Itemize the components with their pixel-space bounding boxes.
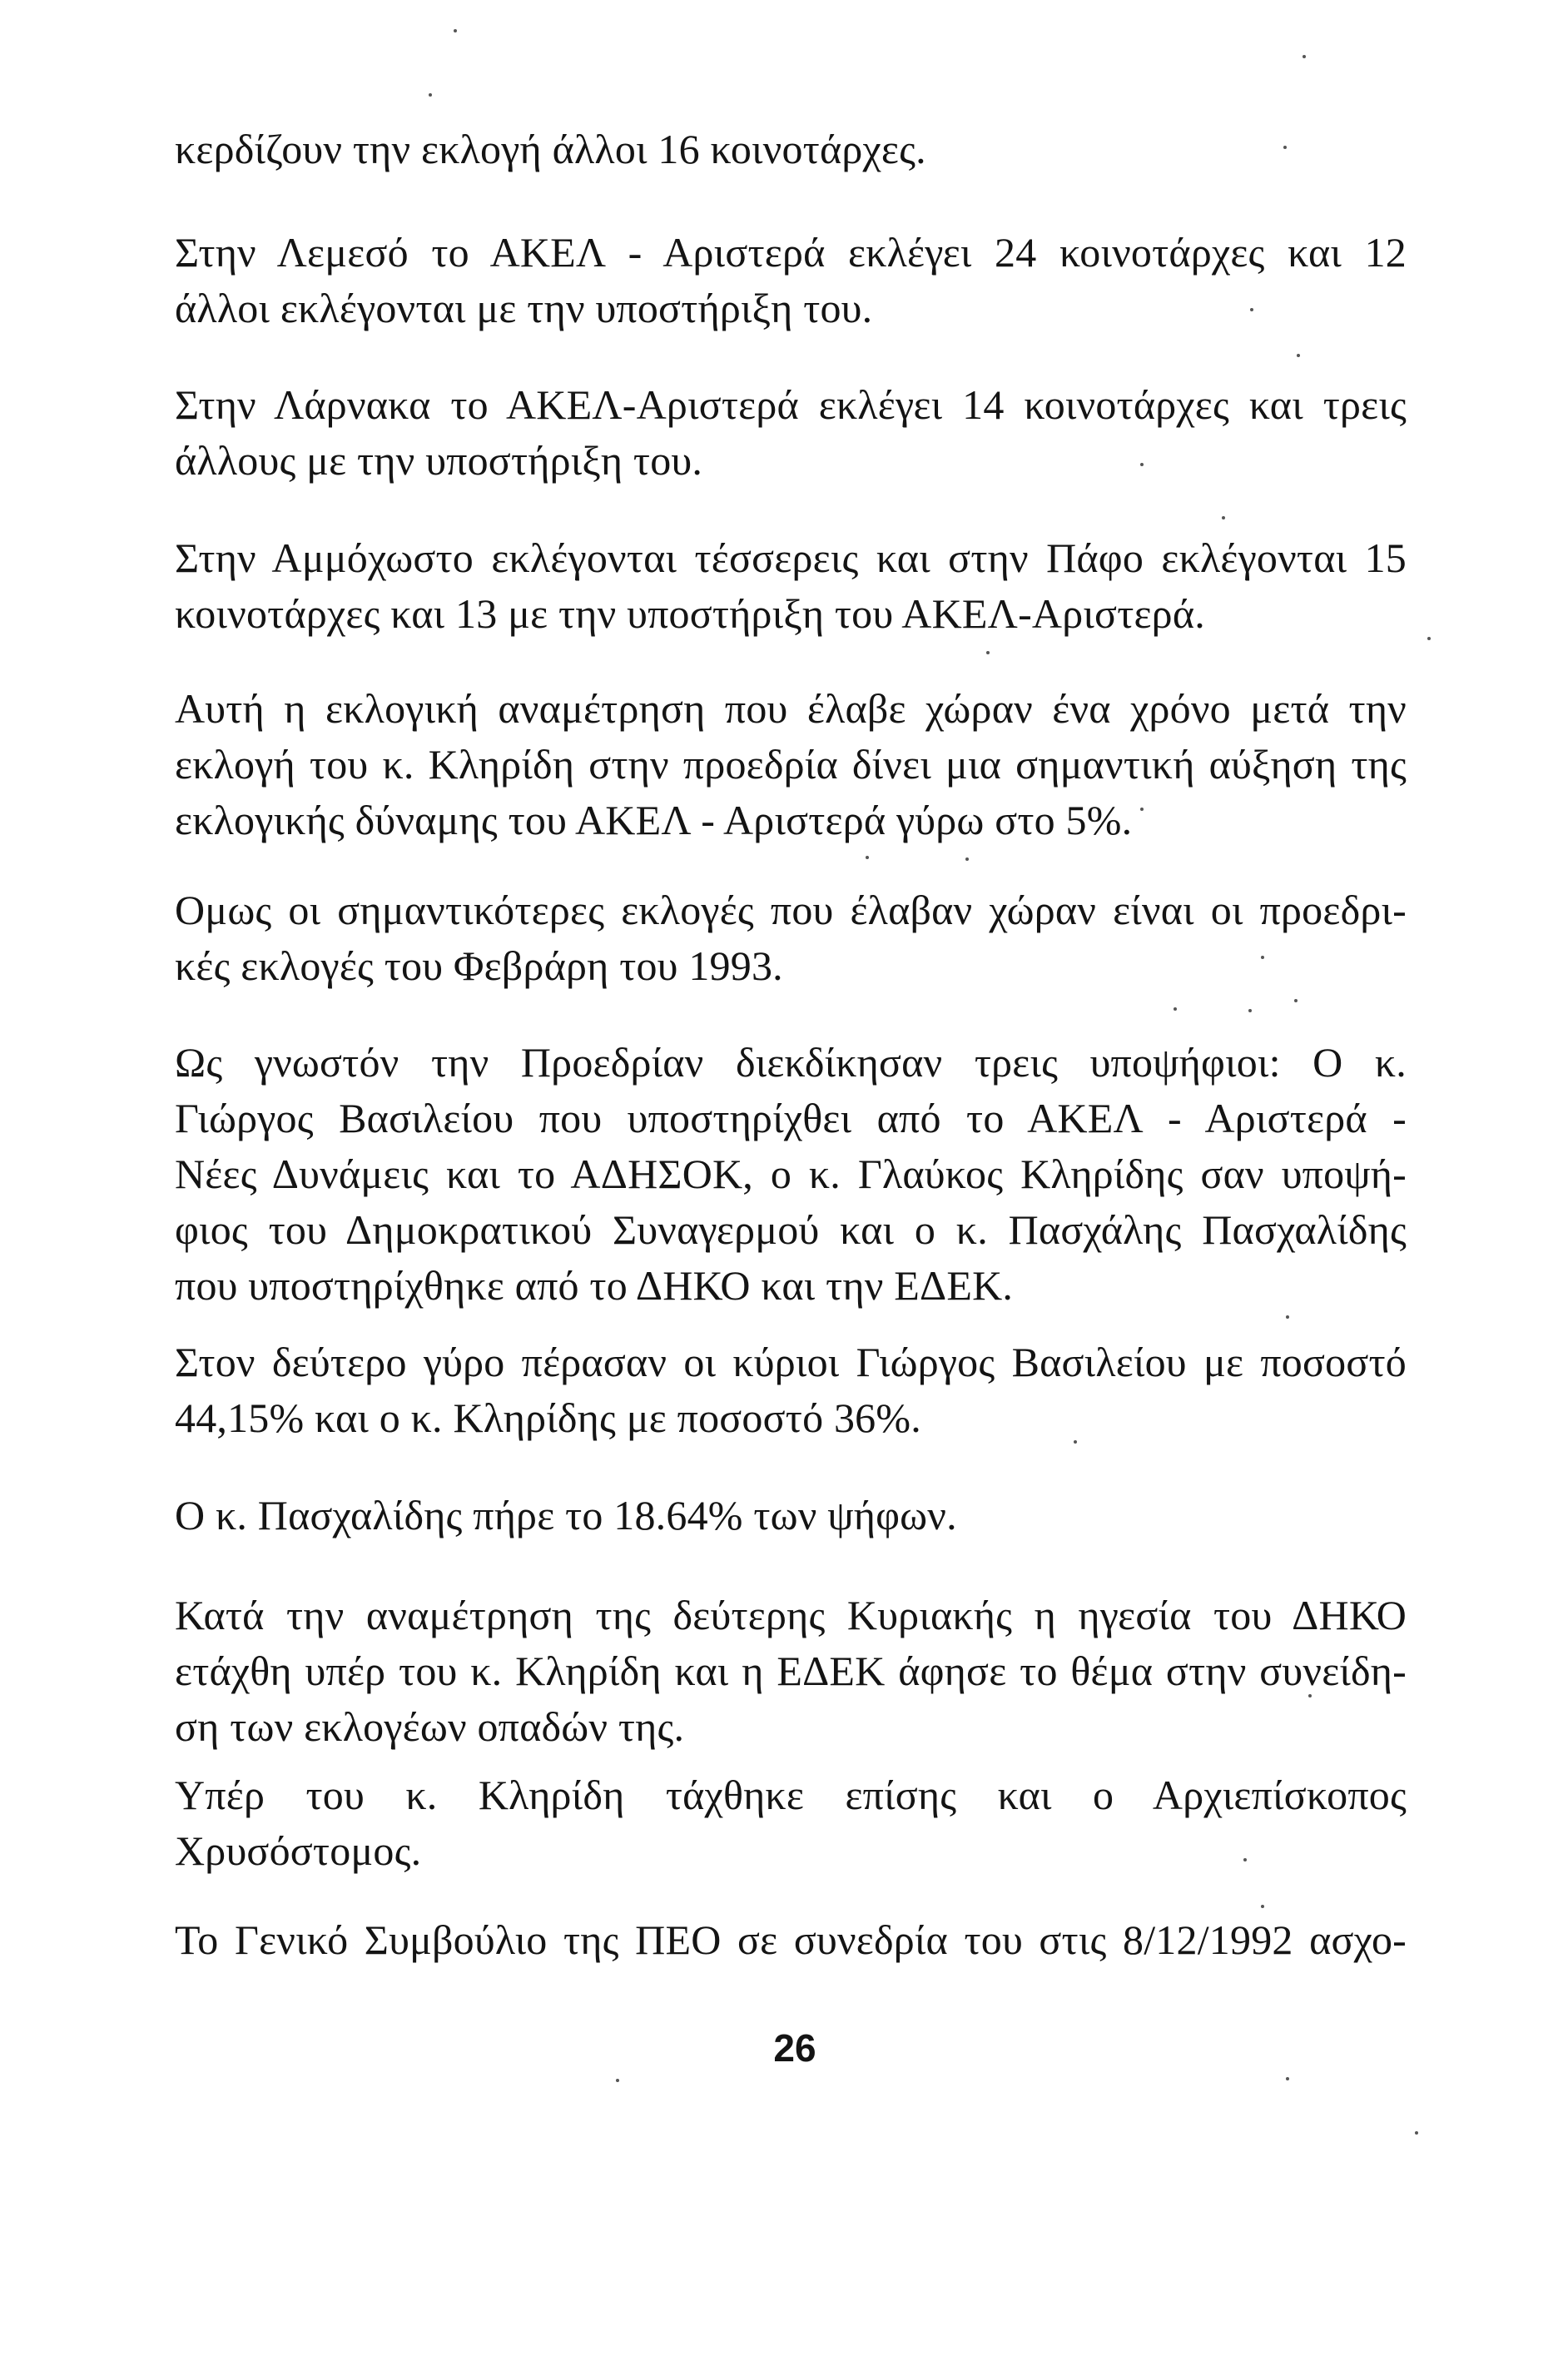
scan-speck xyxy=(429,93,432,97)
text-line: άλλους με την υποστήριξη του. xyxy=(175,437,703,484)
scan-speck xyxy=(1074,1440,1077,1444)
paragraph-2 xyxy=(175,225,1407,336)
text-line: Στην Αμμόχωστο εκλέγονται τέσσερεις και στην Πάφο εκλέγονται 15 xyxy=(175,534,1407,581)
text-line: Στην Λεμεσό το ΑΚΕΛ - Αριστερά εκλέγει 24 κοινοτάρχες και 12 xyxy=(175,229,1407,276)
text-line: Χρυσόστομος. xyxy=(175,1827,422,1874)
scan-speck xyxy=(1294,999,1298,1002)
text-line: άλλοι εκλέγονται με την υποστήριξη του. xyxy=(175,285,873,331)
text-line: ση των εκλογέων οπαδών της. xyxy=(175,1703,685,1750)
scan-speck xyxy=(1297,354,1300,357)
text-line: Νέες Δυνάμεις και το ΑΔΗΣΟΚ, ο κ. Γλαύκος Κληρίδης σαν υποψή- xyxy=(175,1151,1407,1197)
text-line: 44,15% και ο κ. Κληρίδης με ποσοστό 36%. xyxy=(175,1394,921,1441)
scan-speck xyxy=(1308,1694,1312,1697)
scan-speck xyxy=(1140,463,1144,466)
paragraph-5 xyxy=(175,681,1407,848)
text-line: κές εκλογές του Φεβράρη του 1993. xyxy=(175,942,783,989)
paragraph-7 xyxy=(175,1035,1407,1314)
scan-speck xyxy=(1427,637,1431,640)
scan-speck xyxy=(1174,1007,1177,1011)
scan-speck xyxy=(1303,55,1306,58)
text-line: εκλογικής δύναμης του ΑΚΕΛ - Αριστερά γύρω στο 5%. xyxy=(175,797,1133,843)
paragraph-12 xyxy=(175,1912,1407,1968)
scan-speck xyxy=(1261,1905,1264,1908)
scan-speck xyxy=(1243,1858,1247,1861)
paragraph-6 xyxy=(175,882,1407,994)
paragraph-3 xyxy=(175,377,1407,489)
scan-speck xyxy=(1415,2131,1418,2135)
scan-speck xyxy=(616,2079,619,2082)
text-line: Υπέρ του κ. Κληρίδη τάχθηκε επίσης και ο Αρχιεπίσκοπος xyxy=(175,1772,1407,1818)
text-line: Ως γνωστόν την Προεδρίαν διεκδίκησαν τρεις υποψήφιοι: Ο κ. xyxy=(175,1039,1407,1086)
scan-speck xyxy=(454,29,457,32)
text-line: Αυτή η εκλογική αναμέτρηση που έλαβε χώραν ένα χρόνο μετά την xyxy=(175,685,1407,732)
text-line: Στην Λάρνακα το ΑΚΕΛ-Αριστερά εκλέγει 14 κοινοτάρχες και τρεις xyxy=(175,381,1407,428)
scan-speck xyxy=(1283,146,1287,149)
text-line: που υποστηρίχθηκε από το ΔΗΚΟ και την ΕΔΕΚ. xyxy=(175,1262,1014,1309)
scan-speck xyxy=(965,857,969,861)
paragraph-4 xyxy=(175,530,1407,642)
text-line: εκλογή του κ. Κληρίδη στην προεδρία δίνει μια σημαντική αύξηση της xyxy=(175,741,1407,788)
text-line: κερδίζουν την εκλογή άλλοι 16 κοινοτάρχες. xyxy=(175,126,926,172)
paragraph-1 xyxy=(175,122,1407,177)
scan-speck xyxy=(1250,308,1253,311)
scan-speck xyxy=(1261,956,1264,959)
text-line: Το Γενικό Συμβούλιο της ΠΕΟ σε συνεδρία του στις 8/12/1992 ασχο- xyxy=(175,1916,1407,1963)
text-line: Κατά την αναμέτρηση της δεύτερης Κυριακής η ηγεσία του ΔΗΚΟ xyxy=(175,1592,1407,1638)
scan-speck xyxy=(986,651,990,654)
scan-speck xyxy=(1286,1315,1289,1319)
page-number: 26 xyxy=(773,2026,816,2070)
scan-speck xyxy=(1222,516,1225,519)
text-line: ετάχθη υπέρ του κ. Κληρίδη και η ΕΔΕΚ άφησε το θέμα στην συνείδη- xyxy=(175,1648,1407,1694)
text-line: Στον δεύτερο γύρο πέρασαν οι κύριοι Γιώργος Βασιλείου με ποσοστό xyxy=(175,1339,1407,1385)
scan-speck xyxy=(1286,2077,1289,2080)
text-line: κοινοτάρχες και 13 με την υποστήριξη του ΑΚΕΛ-Αριστερά. xyxy=(175,590,1205,637)
text-line: φιος του Δημοκρατικού Συναγερμού και ο κ. Πασχάλης Πασχαλίδης xyxy=(175,1206,1407,1253)
scan-speck xyxy=(1140,808,1144,811)
text-line: Ομως οι σημαντικότερες εκλογές που έλαβαν χώραν είναι οι προεδρι- xyxy=(175,887,1407,933)
paragraph-11 xyxy=(175,1767,1407,1879)
paragraph-10 xyxy=(175,1588,1407,1755)
scan-speck xyxy=(866,856,869,859)
paragraph-9 xyxy=(175,1488,1407,1543)
text-line: Γιώργος Βασιλείου που υποστηρίχθει από το ΑΚΕΛ - Αριστερά - xyxy=(175,1095,1407,1141)
scan-speck xyxy=(1248,1009,1252,1012)
text-line: Ο κ. Πασχαλίδης πήρε το 18.64% των ψήφων. xyxy=(175,1492,957,1538)
paragraph-8 xyxy=(175,1335,1407,1446)
